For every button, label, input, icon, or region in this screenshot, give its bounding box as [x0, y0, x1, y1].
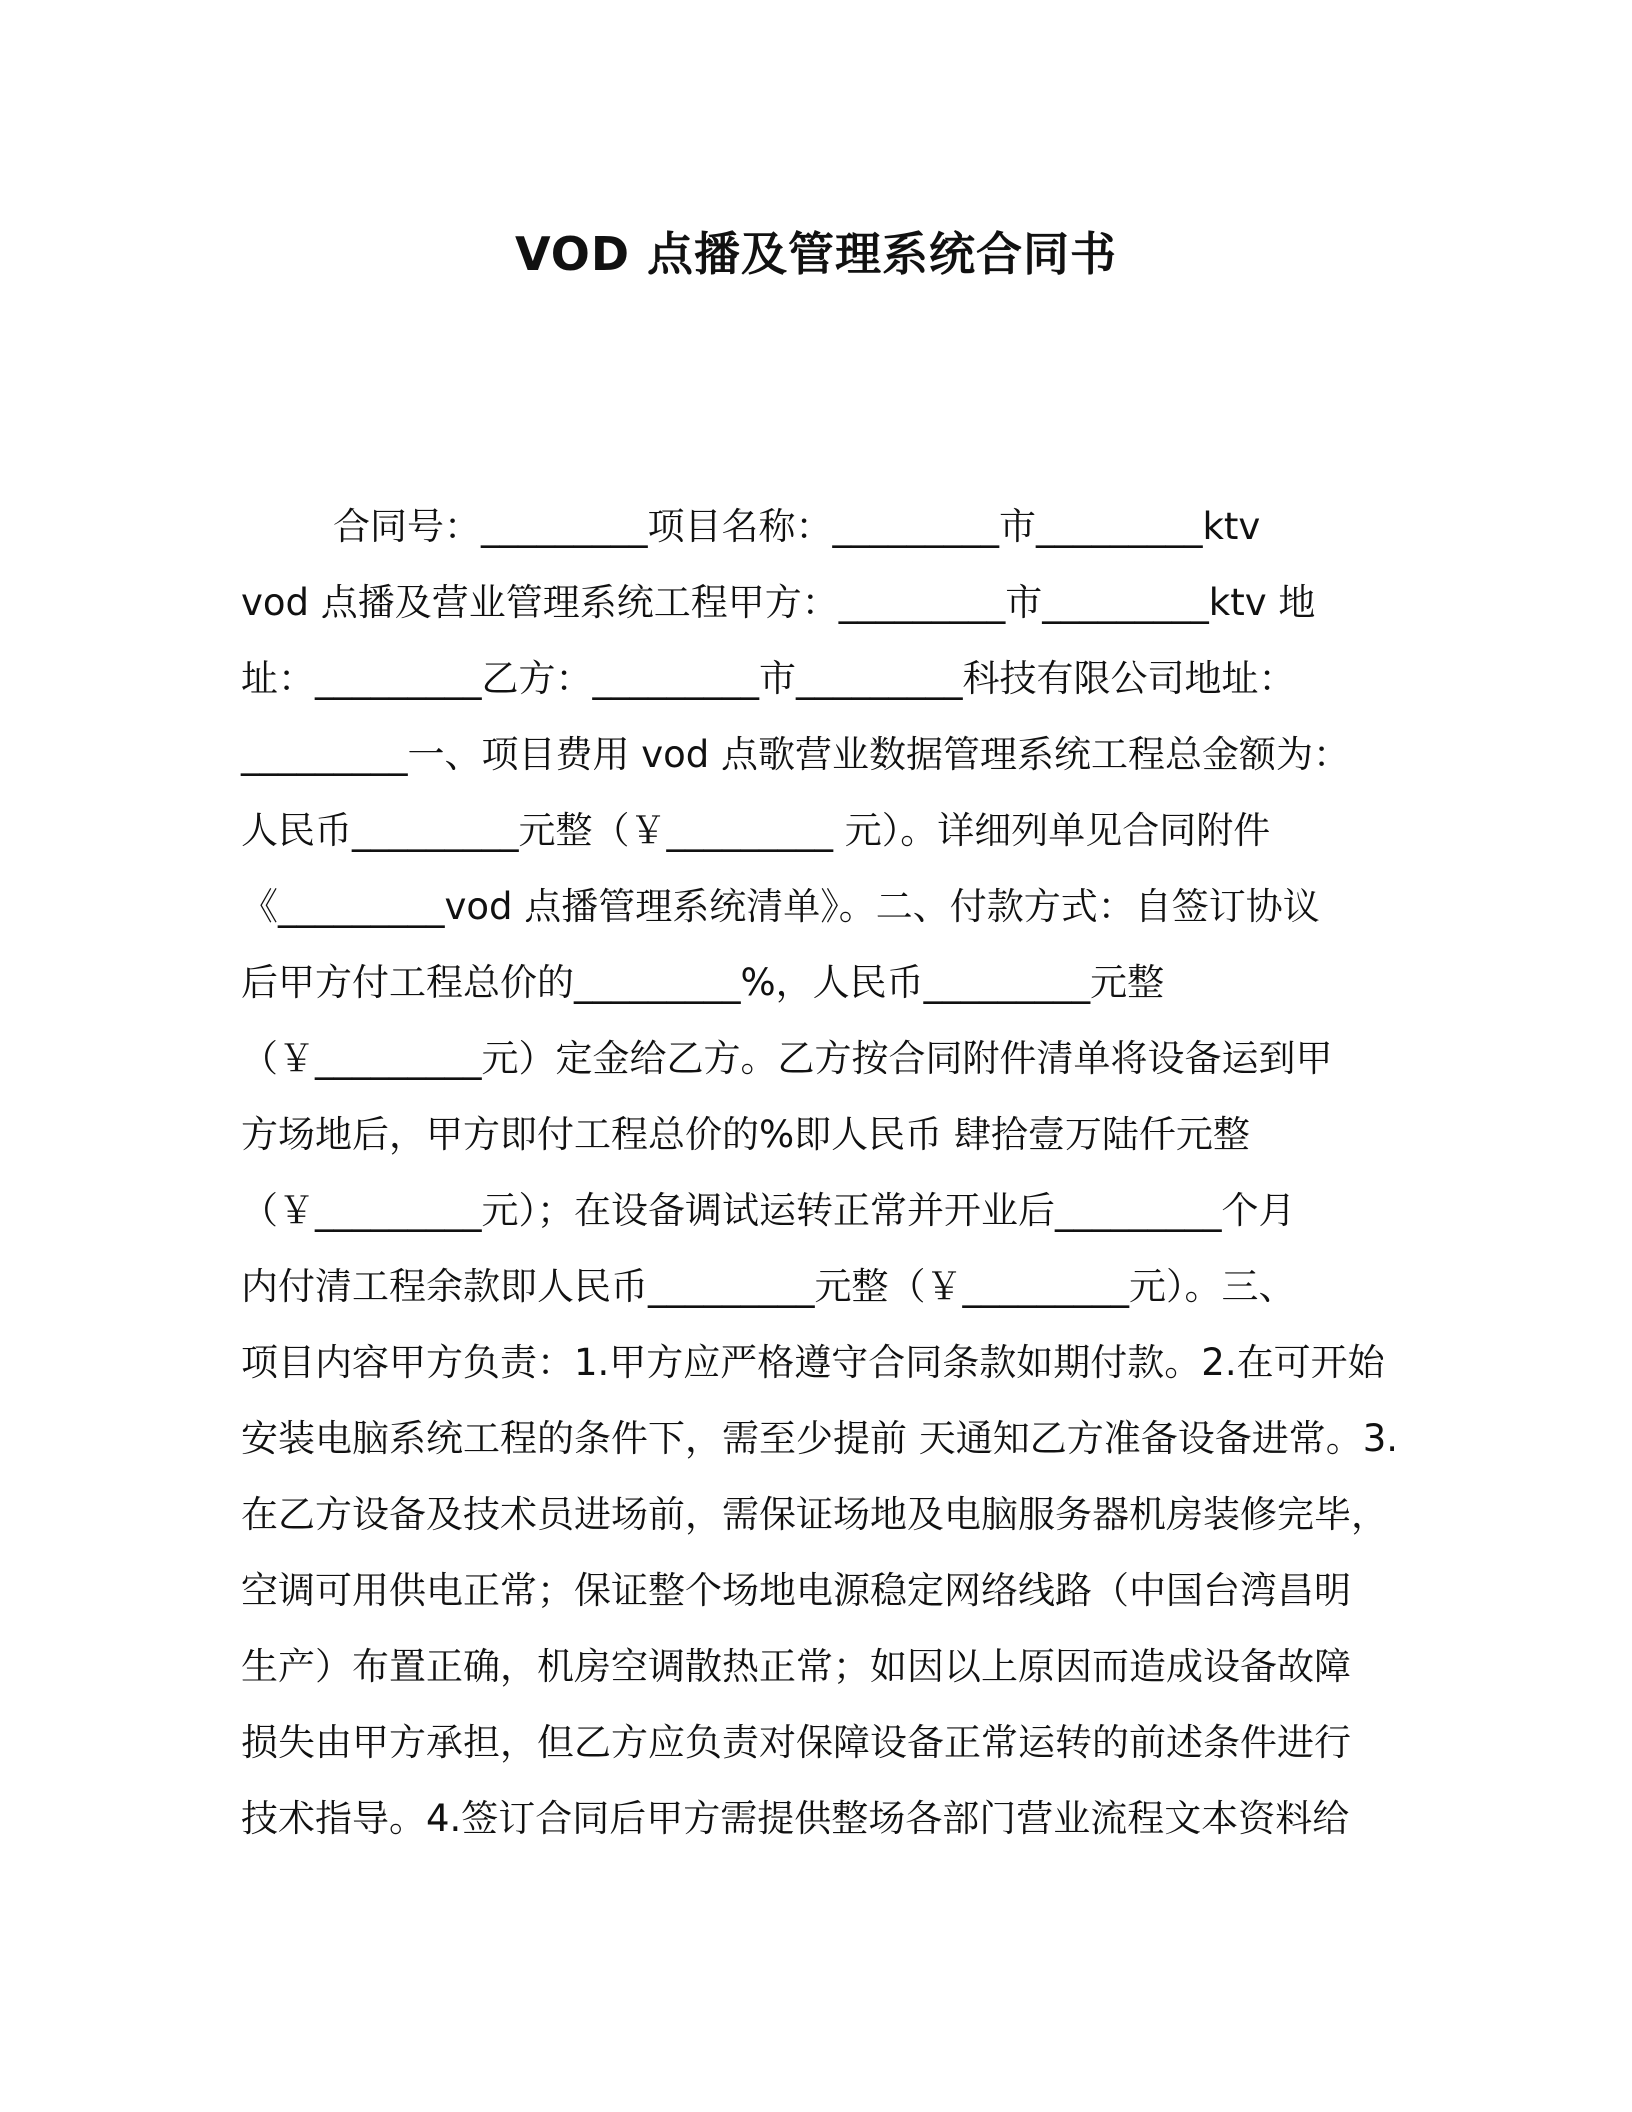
body-line-17: 损失由甲方承担，但乙方应负责对保障设备正常运转的前述条件进行	[241, 1721, 1351, 1764]
body-line-11: 内付清工程余款即人民币_________元整（￥_________元）。三、	[241, 1265, 1296, 1308]
body-line-13: 安装电脑系统工程的条件下，需至少提前 天通知乙方准备设备进常。3.	[241, 1417, 1399, 1460]
body-line-9: 方场地后，甲方即付工程总价的%即人民币 肆拾壹万陆仟元整	[241, 1113, 1250, 1156]
body-line-3: 址：_________乙方：_________市_________科技有限公司地址：	[241, 657, 1296, 700]
body-line-18: 技术指导。4.签订合同后甲方需提供整场各部门营业流程文本资料给	[241, 1797, 1350, 1840]
body-line-14: 在乙方设备及技术员进场前，需保证场地及电脑服务器机房装修完毕，	[241, 1493, 1388, 1536]
body-line-16: 生产）布置正确，机房空调散热正常；如因以上原因而造成设备故障	[241, 1645, 1351, 1688]
document-title: VOD 点播及管理系统合同书	[514, 227, 1118, 281]
body-line-4: _________一、项目费用 vod 点歌营业数据管理系统工程总金额为：	[241, 733, 1351, 776]
body-line-2: vod 点播及营业管理系统工程甲方：_________市_________ktv 地	[241, 581, 1316, 624]
body-line-7: 后甲方付工程总价的_________%，人民币_________元整	[241, 961, 1165, 1004]
body-line-10: （￥_________元）；在设备调试运转正常并开业后_________个月	[241, 1189, 1296, 1232]
body-line-15: 空调可用供电正常；保证整个场地电源稳定网络线路（中国台湾昌明	[241, 1569, 1351, 1612]
body-line-12: 项目内容甲方负责：1.甲方应严格遵守合同条款如期付款。2.在可开始	[241, 1341, 1385, 1384]
body-line-6: 《_________vod 点播管理系统清单》。二、付款方式：自签订协议	[241, 885, 1320, 928]
body-line-5: 人民币_________元整（￥_________ 元）。详细列单见合同附件	[241, 809, 1271, 852]
body-line-1: 合同号：_________项目名称：_________市_________ktv	[333, 505, 1261, 548]
body-line-8: （￥_________元）定金给乙方。乙方按合同附件清单将设备运到甲	[241, 1037, 1333, 1080]
